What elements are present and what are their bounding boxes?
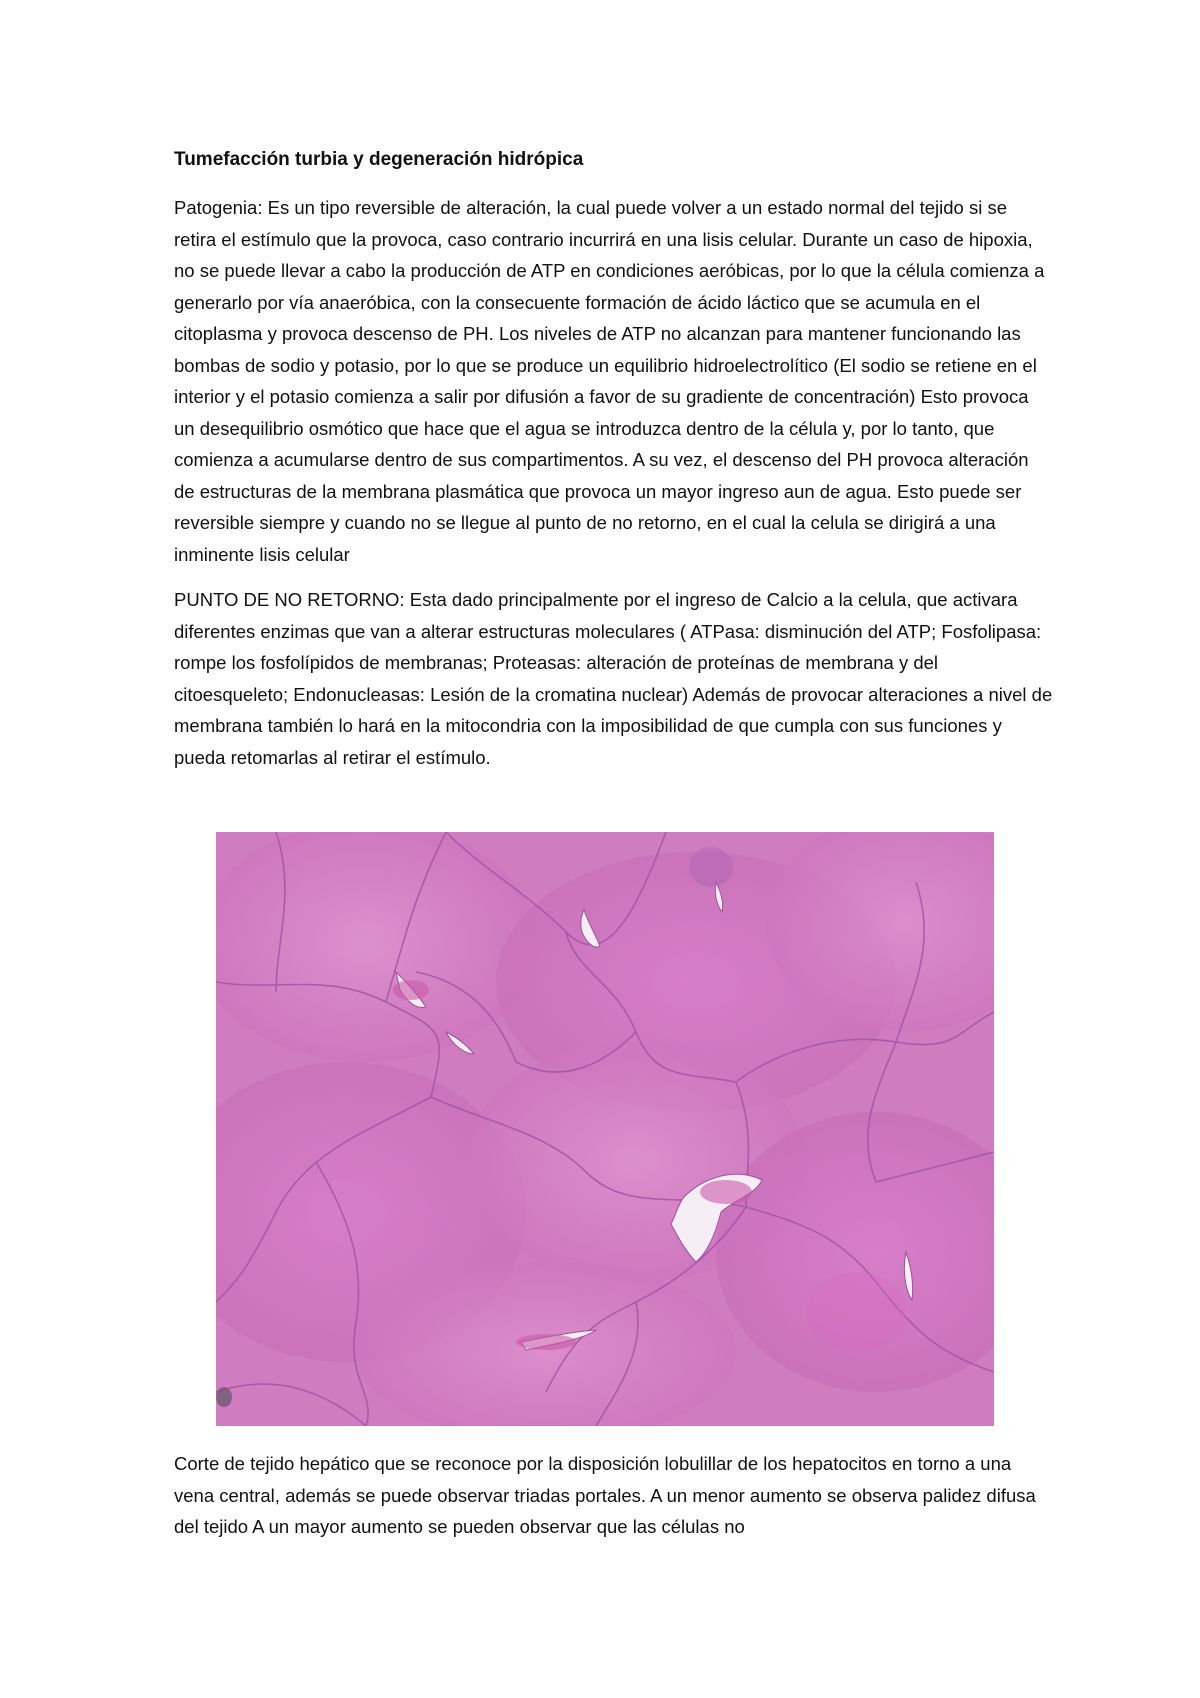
- document-body: [174, 146, 1054, 787]
- figure-caption: Corte de tejido hepático que se reconoce por la disposición lobulillar de los hepatocitos en torno a una vena central, además se puede observar triadas portales. A un menor aumento se observa palidez difusa del tejido A un mayor aumento se pueden observar que las células no: [174, 1453, 1036, 1537]
- paragraph-patogenia: Patogenia: Es un tipo reversible de alteración, la cual puede volver a un estado normal del tejido si se retira el estímulo que la provoca, caso contrario incurrirá en una lisis celular. Durante un caso de hipoxia, no se puede llevar a cabo la producción de ATP en condiciones aeróbicas, por lo que la célula comienza a generarlo por vía anaeróbica, con la consecuente formación de ácido láctico que se acumula en el citoplasma y provoca descenso de PH. Los niveles de ATP no alcanzan para mantener funcionando las bombas de sodio y potasio, por lo que se produce un equilibrio hidroelectrolítico (El sodio se retiene en el interior y el potasio comienza a salir por difusión a favor de su gradiente de concentración) Esto provoca un desequilibrio osmótico que hace que el agua se introduzca dentro de la célula y, por lo tanto, que comienza a acumularse dentro de sus compartimentos. A su vez, el descenso del PH provoca alteración de estructuras de la membrana plasmática que provoca un mayor ingreso aun de agua. Esto puede ser reversible siempre y cuando no se llegue al punto de no retorno, en el cual la celula se dirigirá a una inminente lisis celular: [174, 197, 1045, 565]
- document-title: Tumefacción turbia y degeneración hidrópica: [174, 149, 584, 170]
- paragraph-punto-de-no-retorno: PUNTO DE NO RETORNO: Esta dado principalmente por el ingreso de Calcio a la celula, que activara diferentes enzimas que van a alterar estructuras moleculares ( ATPasa: disminución del ATP; Fosfolipasa: rompe los fosfolípidos de membranas; Proteasas: alteración de proteínas de membrana y del citoesqueleto; Endonucleasas: Lesión de la cromatina nuclear) Además de provocar alteraciones a nivel de membrana también lo hará en la mitocondria con la imposibilidad de que cumpla con sus funciones y pueda retomarlas al retirar el estímulo.: [174, 589, 1053, 768]
- liver-histology-image: [216, 832, 994, 1426]
- histology-micrograph-icon: [216, 832, 994, 1426]
